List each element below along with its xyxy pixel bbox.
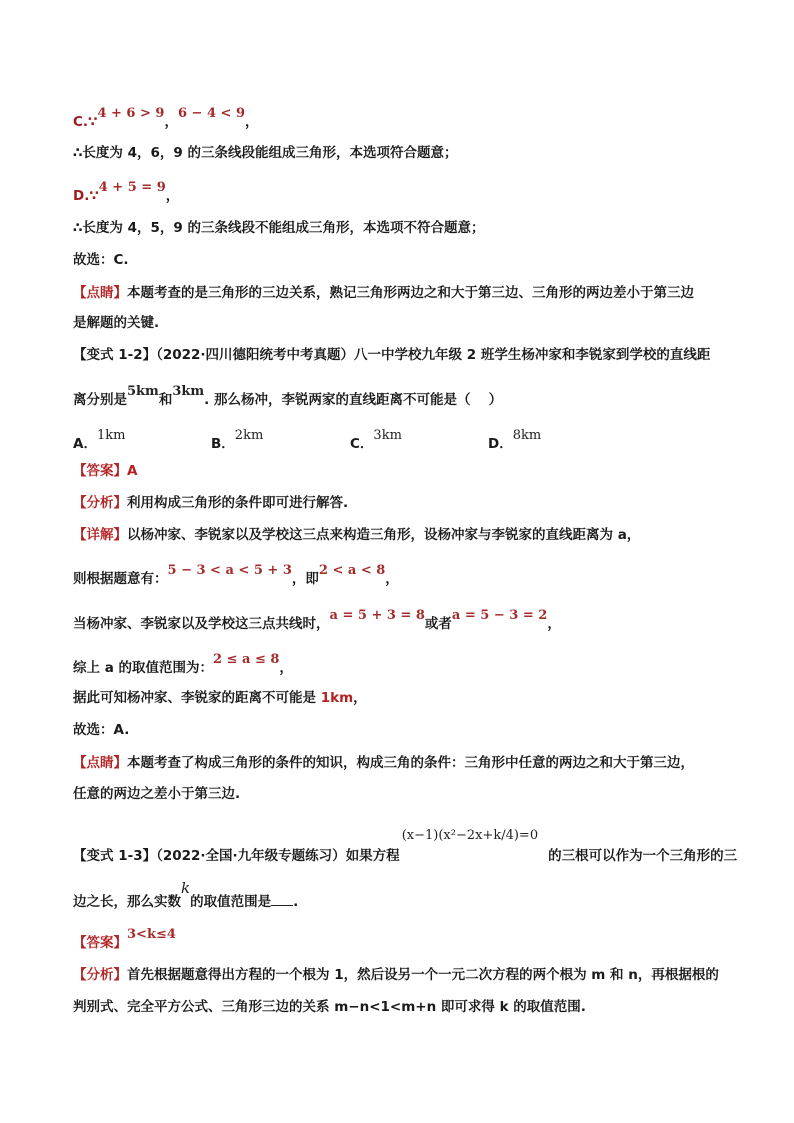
detail-line-5 bbox=[73, 689, 367, 707]
detail-line-3 bbox=[73, 608, 561, 634]
choice-value: 8km bbox=[512, 428, 542, 443]
analysis-text: 利用构成三角形的条件即可进行解答. bbox=[127, 495, 349, 511]
analysis-2-line-2: 判别式、完全平方公式、三角形三边的关系 m−n<1<m+n 即可求得 k 的取值范围. bbox=[73, 999, 586, 1015]
separator: . bbox=[293, 894, 299, 910]
answer-line bbox=[73, 462, 137, 480]
detail-text: 则根据题意有： bbox=[73, 571, 168, 587]
choice-label: A． bbox=[73, 436, 97, 452]
equation-2: a = 5 − 3 = 2 bbox=[451, 608, 548, 623]
option-c-conclusion: ∴长度为 4，6，9 的三条线段能组成三角形，本选项符合题意； bbox=[73, 145, 458, 161]
option-d-math: 4 + 5 = 9 bbox=[98, 180, 166, 195]
choice-label: D． bbox=[488, 436, 513, 452]
variant-1-2-line-1 bbox=[73, 346, 710, 364]
analysis-tag: 【分析】 bbox=[73, 967, 127, 983]
choice-label: B． bbox=[211, 436, 235, 452]
separator: ， bbox=[245, 114, 259, 130]
variant-tag: 【变式 1-3】 bbox=[73, 848, 157, 864]
detail-text: 据此可知杨冲家、李锐家的距离不可能是 bbox=[73, 690, 321, 706]
separator: ， bbox=[547, 616, 561, 632]
point-2-line-1 bbox=[73, 754, 694, 772]
answer-line-2 bbox=[73, 927, 176, 953]
option-c-math2: 6 − 4 < 9 bbox=[177, 106, 245, 121]
question-text: 离分别是 bbox=[73, 392, 127, 408]
detail-text: 当杨冲家、李锐家以及学校这三点共线时， bbox=[73, 616, 330, 632]
variant-tag: 【变式 1-2】 bbox=[73, 347, 157, 363]
detail-text: ，即 bbox=[291, 571, 319, 587]
point-text: 本题考查的是三角形的三边关系，熟记三角形两边之和大于第三边、三角形的两边差小于第三边 bbox=[127, 285, 694, 301]
detail-text: 综上 a 的取值范围为： bbox=[73, 660, 214, 676]
variant-1-2-line-2 bbox=[73, 384, 503, 410]
variant-source: （2022·全国·九年级专题练习） bbox=[156, 848, 346, 864]
question-text: 的取值范围是 bbox=[190, 894, 272, 910]
detail-line-1 bbox=[73, 526, 640, 544]
inequality-2: 2 < a < 8 bbox=[318, 563, 386, 578]
option-d-conclusion: ∴长度为 4，5，9 的三条线段不能组成三角形，本选项不符合题意； bbox=[73, 220, 485, 236]
choice-a bbox=[73, 428, 126, 454]
detail-tag: 【详解】 bbox=[73, 527, 127, 543]
choice-b bbox=[211, 428, 264, 454]
point-tag: 【点睛】 bbox=[73, 755, 127, 771]
point-text: 本题考查了构成三角形的条件的知识，构成三角的条件：三角形中任意的两边之和大于第三边， bbox=[127, 755, 694, 771]
option-d-line bbox=[73, 180, 180, 206]
choice-c bbox=[350, 428, 402, 454]
option-c-line bbox=[73, 106, 259, 132]
choice-value: 3km bbox=[373, 428, 402, 443]
question-text: 的三根可以作为一个三角形的三 bbox=[548, 848, 738, 864]
analysis-2-line-1 bbox=[73, 966, 719, 984]
question-text: 八一中学校九年级 2 班学生杨冲家和李锐家到学校的直线距 bbox=[354, 347, 711, 363]
analysis-text: 首先根据题意得出方程的一个根为 1，然后设另一个一元二次方程的两个根为 m 和 n，再根据根的 bbox=[127, 967, 719, 983]
choice-value: 2km bbox=[234, 428, 264, 443]
point-line-2: 是解题的关键. bbox=[73, 315, 160, 331]
separator: ， bbox=[165, 188, 180, 204]
detail-line-4 bbox=[73, 652, 293, 678]
separator: ， bbox=[353, 690, 367, 706]
variant-source: （2022·四川德阳统考中考真题） bbox=[156, 347, 355, 363]
choice-value: 1km bbox=[96, 428, 126, 443]
inequality-1: 5 − 3 < a < 5 + 3 bbox=[167, 563, 292, 578]
variant-1-3-line-1 bbox=[73, 828, 738, 866]
answer-blank bbox=[271, 893, 293, 906]
cubic-equation: (x−1)(x²−2x+k/4)=0 bbox=[401, 828, 539, 843]
variant-1-3-line-2 bbox=[73, 879, 299, 911]
point-2-line-2: 任意的两边之差小于第三边. bbox=[73, 786, 241, 802]
question-text: 如果方程 bbox=[345, 848, 400, 864]
option-d-label: D.∵ bbox=[73, 188, 99, 204]
option-c-label: C.∵ bbox=[73, 114, 98, 130]
choose-answer-1: 故选：C. bbox=[73, 252, 129, 268]
equation-1: a = 5 + 3 = 8 bbox=[329, 608, 425, 623]
question-text: 和 bbox=[158, 392, 173, 408]
analysis-tag: 【分析】 bbox=[73, 495, 127, 511]
separator: ， bbox=[279, 660, 293, 676]
distance-b: 3km bbox=[172, 384, 205, 399]
question-text: 边之长，那么实数 bbox=[73, 894, 181, 910]
separator: ， bbox=[164, 114, 178, 130]
point-line-1 bbox=[73, 284, 694, 302]
answer-tag: 【答案】 bbox=[73, 463, 127, 479]
answer-value: A bbox=[127, 463, 138, 479]
distance-a: 5km bbox=[127, 384, 159, 399]
option-c-math1: 4 + 6 > 9 bbox=[97, 106, 165, 121]
analysis-line bbox=[73, 494, 348, 512]
detail-text: 或者 bbox=[424, 616, 452, 632]
choice-label: C． bbox=[350, 436, 374, 452]
choice-d bbox=[488, 428, 542, 454]
detail-text: 以杨冲家、李锐家以及学校这三点来构造三角形，设杨冲家与李锐家的直线距离为 a， bbox=[127, 527, 641, 543]
detail-highlight: 1km bbox=[320, 690, 354, 706]
separator: ， bbox=[385, 571, 399, 587]
range-result: 2 ≤ a ≤ 8 bbox=[213, 652, 280, 667]
answer-tag: 【答案】 bbox=[73, 935, 127, 951]
answer-value: 3<k≤4 bbox=[127, 927, 176, 942]
variable-k: k bbox=[181, 879, 191, 897]
choose-answer-2: 故选：A. bbox=[73, 722, 130, 738]
point-tag: 【点睛】 bbox=[73, 285, 127, 301]
detail-line-2 bbox=[73, 563, 399, 589]
question-text: . 那么杨冲，李锐两家的直线距离不可能是（ ） bbox=[204, 392, 503, 408]
